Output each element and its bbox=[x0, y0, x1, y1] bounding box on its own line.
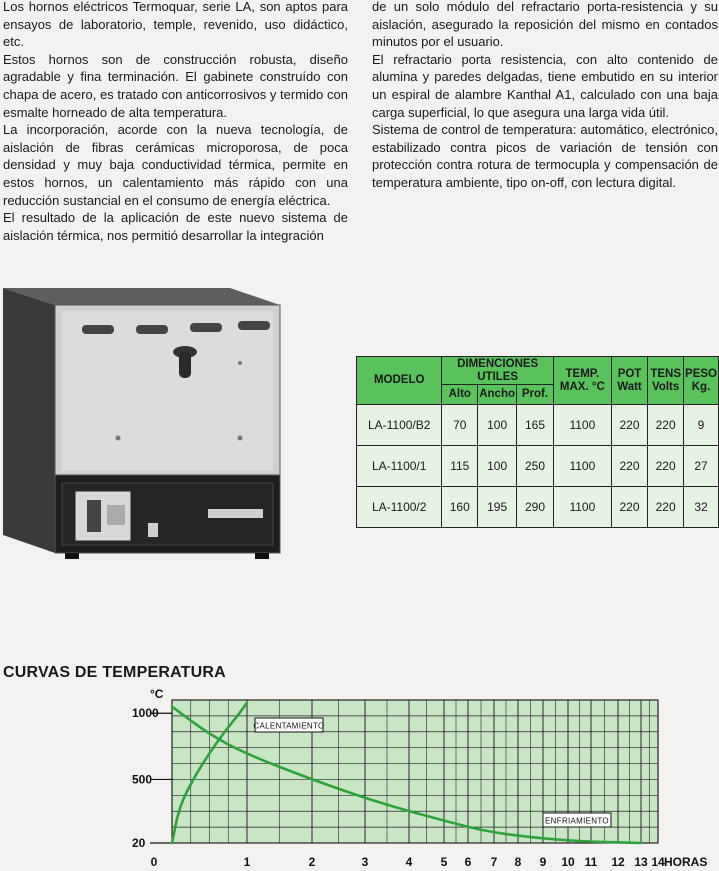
series-label-calentamiento bbox=[253, 718, 324, 732]
y-tick-label: 500 bbox=[132, 772, 153, 787]
cell-temp: 1100 bbox=[553, 446, 611, 487]
header-pot: POT Watt bbox=[611, 357, 647, 405]
cell-peso: 32 bbox=[684, 487, 719, 528]
paragraph: El refractario porta resistencia, con alto contenido de alumina y paredes delgadas, tiene embutido en su interior un espiral de alambre Kanthal A1, calculado con una baja carga superficial, lo que asegura una larga vida útil. bbox=[372, 51, 718, 120]
intro-column-right bbox=[372, 0, 718, 192]
cell-tens: 220 bbox=[648, 405, 684, 446]
cell-ancho: 195 bbox=[478, 487, 517, 528]
intro-column-left bbox=[3, 0, 348, 244]
cell-alto: 160 bbox=[442, 487, 478, 528]
table-row bbox=[357, 405, 719, 446]
x-tick-label: 2 bbox=[308, 855, 316, 869]
x-tick-label: 7 bbox=[490, 855, 498, 869]
header-temp: TEMP. MAX. °C bbox=[553, 357, 611, 405]
header-peso: PESO Kg. bbox=[684, 357, 719, 405]
paragraph: de un solo módulo del refractario porta-resistencia y su aislación, asegurado la reposición del mismo en contados minutos por el usuario. bbox=[372, 0, 718, 50]
paragraph: Sistema de control de temperatura: automático, electrónico, estabilizado contra picos de variación de tensión con protección contra rotura de termocupla y compensación de temperatura ambiente, tipo on-off, con lectura digital. bbox=[372, 122, 718, 190]
paragraph: La incorporación, acorde con la nueva tecnología, de aislación de fibras cerámicas microporosa, de poca densidad y muy baja conductividad térmica, permite en estos hornos, un calentamiento más rápido con una reducción sustancial en el consumo de energía eléctrica. bbox=[3, 122, 348, 208]
y-tick-label: 1000 bbox=[132, 706, 159, 721]
cell-modelo: LA-1100/B2 bbox=[357, 405, 442, 446]
cell-tens: 220 bbox=[648, 487, 684, 528]
cell-ancho: 100 bbox=[478, 405, 517, 446]
x-tick-label: 4 bbox=[405, 855, 413, 869]
specifications-table bbox=[356, 356, 719, 528]
header-dimensiones: DIMENCIONES UTILES bbox=[442, 357, 554, 385]
x-tick-label: 14 bbox=[651, 855, 665, 869]
cell-ancho: 100 bbox=[478, 446, 517, 487]
svg-text:CALENTAMIENTO: CALENTAMIENTO bbox=[253, 721, 325, 731]
x-tick-label: 12 bbox=[611, 855, 625, 869]
table-row bbox=[357, 446, 719, 487]
chart-title: CURVAS DE TEMPERATURA bbox=[3, 664, 226, 681]
cell-alto: 115 bbox=[442, 446, 478, 487]
paragraph: Estos hornos son de construcción robusta, diseño agradable y fina terminación. El gabinete construído con chapa de acero, es tratado con anticorrosivos y termido con esmalte horneado de alta temperatura. bbox=[3, 51, 348, 120]
cell-peso: 9 bbox=[684, 405, 719, 446]
x-tick-label: 0 bbox=[150, 855, 158, 869]
furnace-icon bbox=[0, 283, 285, 568]
x-tick-label: 5 bbox=[440, 855, 448, 869]
header-modelo: MODELO bbox=[357, 357, 442, 405]
header-tens: TENS Volts bbox=[648, 357, 684, 405]
y-tick-label: 20 bbox=[132, 836, 146, 850]
cell-tens: 220 bbox=[648, 446, 684, 487]
cell-pot: 220 bbox=[611, 405, 647, 446]
svg-text:ENFRIAMIENTO: ENFRIAMIENTO bbox=[545, 816, 609, 826]
x-tick-label: 9 bbox=[539, 855, 547, 869]
x-tick-label: 10 bbox=[561, 855, 575, 869]
header-alto: Alto bbox=[442, 385, 478, 405]
paragraph: El resultado de la aplicación de este nuevo sistema de aislación térmica, nos permitió desarrollar la integración bbox=[3, 210, 348, 243]
cell-modelo: LA-1100/2 bbox=[357, 487, 442, 528]
x-tick-label: 11 bbox=[584, 855, 598, 869]
cell-prof: 250 bbox=[517, 446, 554, 487]
cell-alto: 70 bbox=[442, 405, 478, 446]
header-prof: Prof. bbox=[517, 385, 554, 405]
cell-pot: 220 bbox=[611, 487, 647, 528]
cell-modelo: LA-1100/1 bbox=[357, 446, 442, 487]
cell-temp: 1100 bbox=[553, 405, 611, 446]
x-tick-label: 6 bbox=[464, 855, 472, 869]
x-tick-label: 3 bbox=[361, 855, 369, 869]
header-ancho: Ancho bbox=[478, 385, 517, 405]
cell-pot: 220 bbox=[611, 446, 647, 487]
cell-temp: 1100 bbox=[553, 487, 611, 528]
cell-prof: 165 bbox=[517, 405, 554, 446]
cell-prof: 290 bbox=[517, 487, 554, 528]
series-label-enfriamiento bbox=[543, 813, 611, 827]
x-axis-label: HORAS bbox=[664, 855, 708, 869]
x-tick-label: 13 bbox=[634, 855, 648, 869]
temperature-chart bbox=[0, 680, 719, 871]
y-axis-label: °C bbox=[150, 687, 164, 701]
cell-peso: 27 bbox=[684, 446, 719, 487]
table-row bbox=[357, 487, 719, 528]
x-tick-label: 1 bbox=[243, 855, 251, 869]
x-tick-label: 8 bbox=[514, 855, 522, 869]
paragraph: Los hornos eléctricos Termoquar, serie LA, son aptos para ensayos de laboratorio, temple, revenido, uso didáctico, etc. bbox=[3, 0, 348, 50]
